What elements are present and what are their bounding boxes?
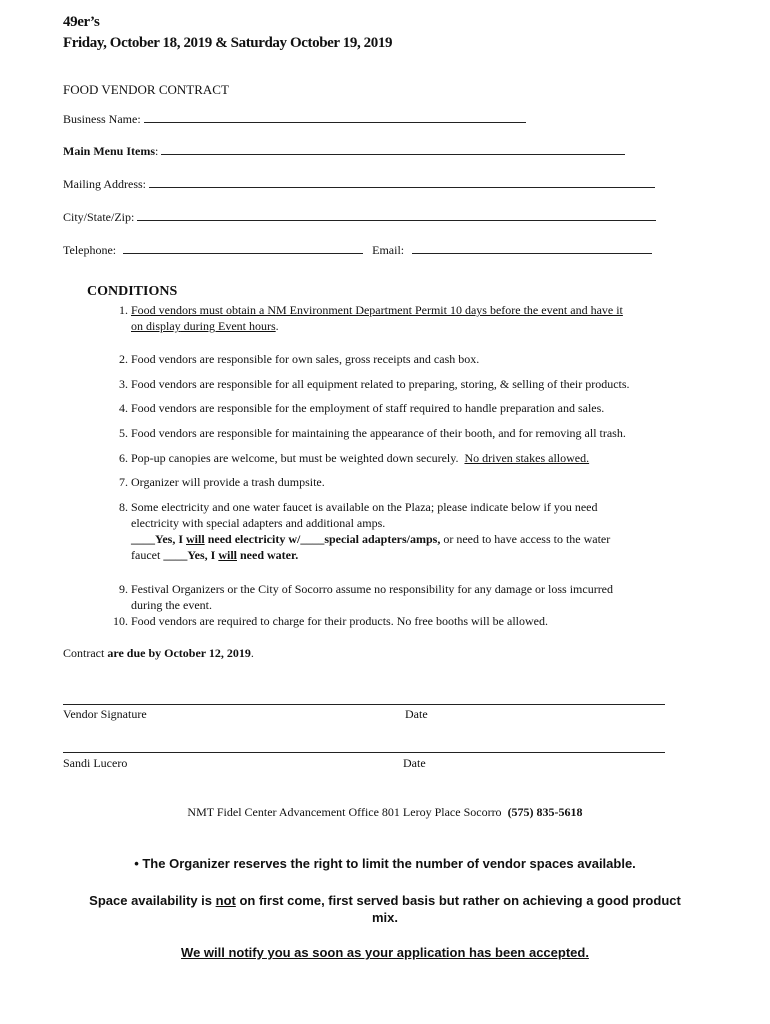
telephone-line[interactable] xyxy=(123,242,363,254)
due-prefix: Contract xyxy=(63,646,108,660)
condition-number: 6. xyxy=(119,451,128,465)
condition-number: 3. xyxy=(119,377,128,391)
business-name-field[interactable] xyxy=(63,111,526,127)
telephone-email-field[interactable] xyxy=(63,242,652,258)
notification-note xyxy=(60,945,710,960)
condition-item xyxy=(108,351,718,367)
space-note-not: not xyxy=(215,893,236,908)
main-menu-items-field[interactable] xyxy=(63,143,625,159)
business-name-line[interactable] xyxy=(144,111,526,123)
condition-text: . xyxy=(275,319,279,333)
condition-number: 4. xyxy=(119,401,128,415)
mailing-address-field[interactable] xyxy=(63,176,655,192)
city-state-zip-label: City/State/Zip: xyxy=(63,210,135,224)
email-label: Email: xyxy=(372,243,405,257)
contract-title: FOOD VENDOR CONTRACT xyxy=(63,82,229,97)
condition-text: Food vendors are responsible for maintaining the appearance of their booth, and for removing all trash. xyxy=(131,426,626,440)
space-note-suffix: on first come, first served basis but rather on achieving a good product xyxy=(235,893,681,908)
faucet-end: need water. xyxy=(237,548,299,562)
condition-number: 1. xyxy=(119,303,128,317)
due-date xyxy=(63,646,254,661)
due-suffix: . xyxy=(250,646,254,660)
condition-text: Organizer will provide a trash dumpsite. xyxy=(131,475,325,489)
condition-text: Festival Organizers or the City of Socorro assume no responsibility for any damage or loss imcurred xyxy=(131,582,614,596)
condition-item xyxy=(108,425,718,441)
condition-item xyxy=(108,613,718,629)
electricity-yes-mid: need electricity w/____special adapters/amps, xyxy=(204,532,441,546)
electricity-yes-prefix: ____Yes, I xyxy=(131,532,187,546)
space-availability-note xyxy=(60,892,710,926)
condition-item xyxy=(108,400,718,416)
space-note-line2: mix. xyxy=(371,910,398,925)
condition-text: during the event. xyxy=(131,598,212,612)
condition-text: Pop-up canopies are welcome, but must be weighted down securely. xyxy=(131,451,459,465)
condition-number: 5. xyxy=(119,426,128,440)
vendor-signature-label: Vendor Signature xyxy=(63,707,147,721)
due-date-bold: are due by October 12, 2019 xyxy=(107,646,251,660)
condition-item xyxy=(108,302,718,334)
vendor-space-note: • The Organizer reserves the right to limit the number of vendor spaces available. xyxy=(134,856,636,871)
condition-number: 9. xyxy=(119,582,128,596)
condition-text: Some electricity and one water faucet is available on the Plaza; please indicate below if you need xyxy=(131,500,598,514)
condition-text: on display xyxy=(131,319,181,333)
electricity-will: will xyxy=(186,532,205,546)
condition-item xyxy=(108,474,718,490)
office-address-text: NMT Fidel Center Advancement Office 801 Leroy Place Socorro xyxy=(187,805,502,819)
office-address xyxy=(60,805,710,820)
condition-text-underlined: No driven stakes allowed. xyxy=(464,451,590,465)
faucet-will: will xyxy=(218,548,237,562)
main-menu-items-line[interactable] xyxy=(161,143,625,155)
event-title: 49er’s xyxy=(63,14,100,30)
event-dates: Friday, October 18, 2019 & Saturday October 19, 2019 xyxy=(63,35,393,51)
condition-number: 10. xyxy=(113,614,128,628)
organizer-signature-line[interactable] xyxy=(63,752,665,753)
faucet-yes-prefix: ____Yes, I xyxy=(163,548,219,562)
condition-item xyxy=(108,581,718,613)
organizer-date-label: Date xyxy=(403,756,426,770)
conditions-heading: CONDITIONS xyxy=(87,284,178,299)
business-name-label: Business Name: xyxy=(63,112,141,126)
vendor-date-label: Date xyxy=(405,707,428,721)
mailing-address-label: Mailing Address: xyxy=(63,177,146,191)
main-menu-items-colon: : xyxy=(155,144,159,158)
condition-text: electricity with special adapters and additional amps. xyxy=(131,516,386,530)
condition-text: Food vendors are responsible for own sales, gross receipts and cash box. xyxy=(131,352,480,366)
notification-text: We will notify you as soon as your application has been accepted. xyxy=(181,945,589,960)
condition-text: Food vendors must obtain a NM Environment Department Permit 10 days before the event and have it xyxy=(131,303,623,317)
condition-number: 8. xyxy=(119,500,128,514)
condition-text: Food vendors are required to charge for their products. No free booths will be allowed. xyxy=(131,614,548,628)
city-state-zip-field[interactable] xyxy=(63,209,656,225)
condition-item xyxy=(108,376,718,392)
electricity-yes-suffix: or need to have access to the water xyxy=(440,532,611,546)
organizer-name: Sandi Lucero xyxy=(63,756,128,770)
office-phone: (575) 835-5618 xyxy=(507,805,583,819)
space-note-prefix: Space availability is xyxy=(89,893,216,908)
telephone-label: Telephone: xyxy=(63,243,117,257)
main-menu-items-label: Main Menu Items xyxy=(63,144,155,158)
condition-text: Food vendors are responsible for the employment of staff required to handle preparation and sales. xyxy=(131,401,605,415)
condition-number: 7. xyxy=(119,475,128,489)
mailing-address-line[interactable] xyxy=(149,176,655,188)
faucet-label: faucet xyxy=(131,548,164,562)
condition-item xyxy=(108,450,718,466)
condition-text: during Event hours xyxy=(180,319,276,333)
condition-text: Food vendors are responsible for all equipment related to preparing, storing, & selling of their products. xyxy=(131,377,630,391)
condition-number: 2. xyxy=(119,352,128,366)
vendor-signature-line[interactable] xyxy=(63,704,665,705)
email-line[interactable] xyxy=(412,242,652,254)
city-state-zip-line[interactable] xyxy=(137,209,656,221)
condition-item xyxy=(108,499,718,563)
